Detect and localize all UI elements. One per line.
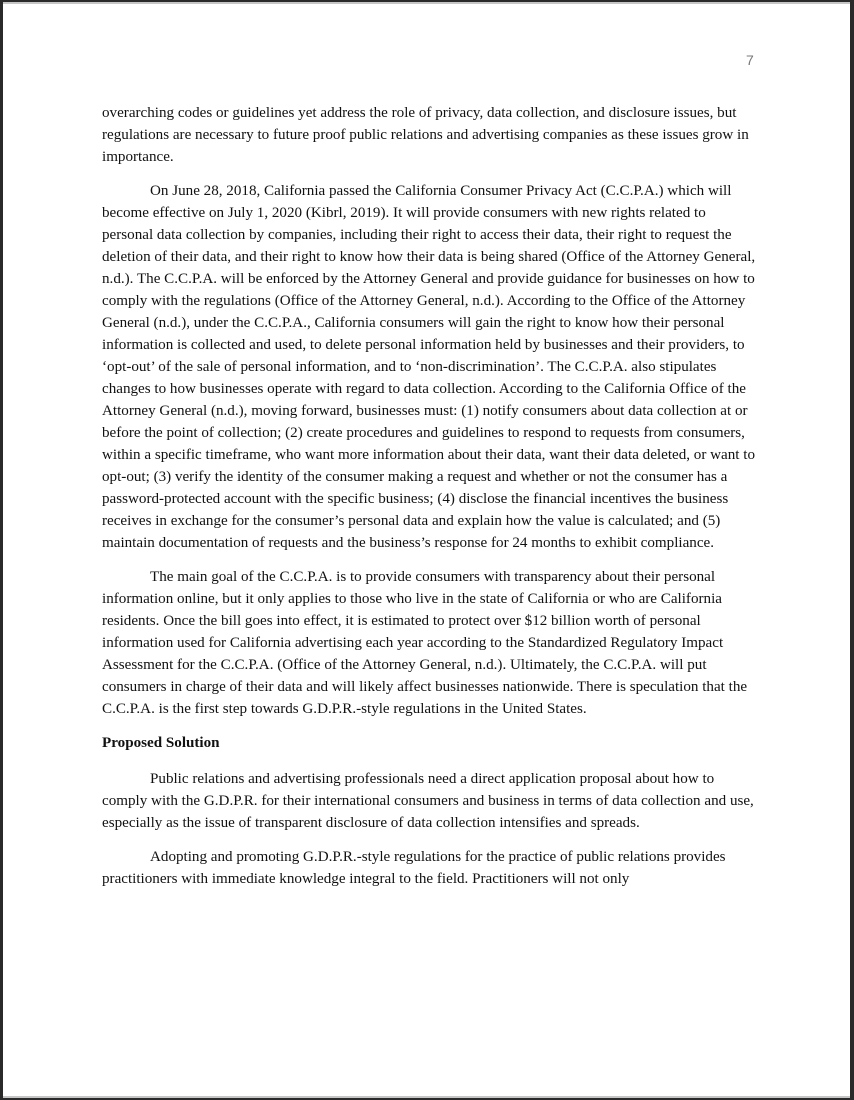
paragraph-continuation: overarching codes or guidelines yet address the role of privacy, data collection, and disclosure issues, but regulations are necessary to future proof public relations and advertising companies as these issues grow in importance.	[102, 105, 749, 165]
paragraph-proposal: Public relations and advertising professionals need a direct application proposal about how to comply with the G.D.P.R. for their international consumers and business in terms of data collection and use, especially as the issue of transparent disclosure of data collection intensifies and spreads.	[102, 771, 754, 831]
paragraph-ccpa-overview: On June 28, 2018, California passed the California Consumer Privacy Act (C.C.P.A.) which will become effective on July 1, 2020 (Kibrl, 2019). It will provide consumers with new rights related to personal data collection by companies, including their right to access their data, their right to request the deletion of their data, and their right to know how their data is being shared (Office of the Attorney General, n.d.). The C.C.P.A. will be enforced by the Attorney General and provide guidance for businesses on how to comply with the regulations (Office of the Attorney General, n.d.). According to the Office of the Attorney General (n.d.), under the C.C.P.A., California consumers will gain the right to know how their personal information is collected and used, to delete personal information held by businesses and their providers, to ‘opt-out’ of the sale of personal information, and to ‘non-discrimination’. The C.C.P.A. also stipulates changes to how businesses operate with regard to data collection. According to the California Office of the Attorney General (n.d.), moving forward, businesses must: (1) notify consumers about data collection at or before the point of collection; (2) create procedures and guidelines to respond to requests from consumers, within a specific timeframe, who want more information about their data, want their data deleted, or want to opt-out; (3) verify the identity of the consumer making a request and whether or not the consumer has a password-protected account with the specific business; (4) disclose the financial incentives the business receives in exchange for the consumer’s personal data and explain how the value is calculated; and (5) maintain documentation of requests and the business’s response for 24 months to exhibit compliance.	[102, 183, 756, 551]
section-heading: Proposed Solution	[102, 735, 220, 751]
document-page	[3, 2, 850, 1098]
document-body	[102, 102, 756, 902]
page-number: 7	[746, 52, 754, 68]
paragraph-adopting: Adopting and promoting G.D.P.R.-style regulations for the practice of public relations provides practitioners with immediate knowledge integral to the field. Practitioners will not only	[102, 849, 726, 887]
paragraph-ccpa-goal: The main goal of the C.C.P.A. is to provide consumers with transparency about their personal information online, but it only applies to those who live in the state of California or who are California residents. Once the bill goes into effect, it is estimated to protect over $12 billion worth of personal information used for California advertising each year according to the Standardized Regulatory Impact Assessment for the C.C.P.A. (Office of the Attorney General, n.d.). Ultimately, the C.C.P.A. will put consumers in charge of their data and will likely affect businesses nationwide. There is speculation that the C.C.P.A. is the first step towards G.D.P.R.-style regulations in the United States.	[102, 569, 748, 717]
